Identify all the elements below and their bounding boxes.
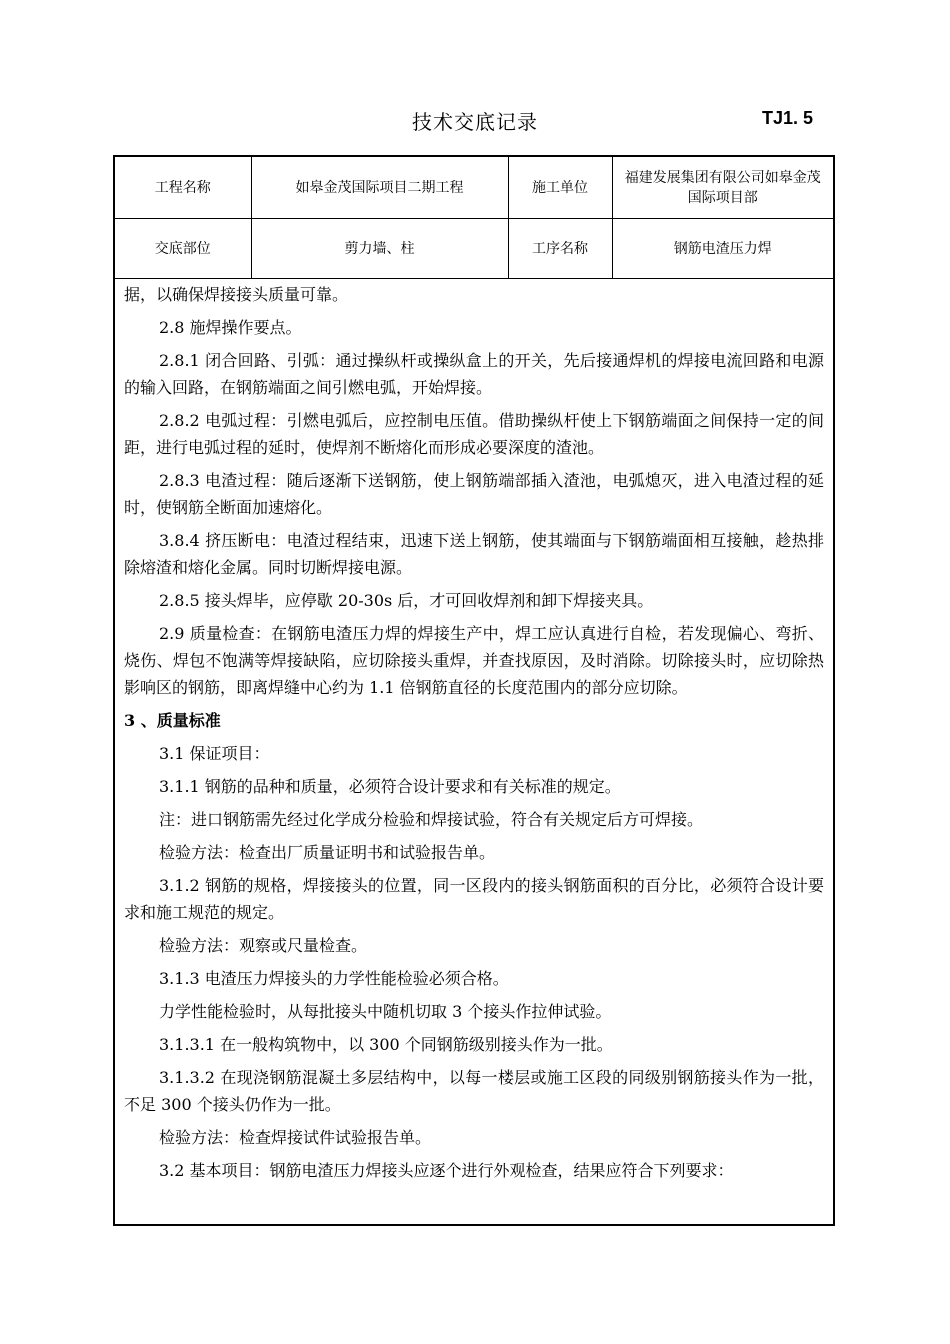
document-code: TJ1. 5 xyxy=(762,108,814,128)
paragraph: 注：进口钢筋需先经过化学成分检验和焊接试验，符合有关规定后方可焊接。 xyxy=(159,810,704,829)
info-table xyxy=(115,157,833,279)
contractor-value: 福建发展集团有限公司如皋金茂国际项目部 xyxy=(612,157,833,219)
paragraph: 力学性能检验时，从每批接头中随机切取 3 个接头作拉伸试验。 xyxy=(159,1002,612,1021)
page-title: 技术交底记录 xyxy=(412,110,538,134)
contractor-label: 施工单位 xyxy=(508,157,612,219)
paragraph: 2.9 质量检查：在钢筋电渣压力焊的焊接生产中，焊工应认真进行自检，若发现偏心、弯折、烧伤、焊包不饱满等焊接缺陷，应切除接头重焊，并查找原因，及时消除。切除接头时，应切除热影响区的钢筋，即离焊缝中心约为 1.1 倍钢筋直径的长度范围内的部分应切除。 xyxy=(124,624,824,697)
location-value: 剪力墙、柱 xyxy=(251,219,508,279)
paragraph: 2.8.5 接头焊毕，应停歇 20-30s 后，才可回收焊剂和卸下焊接夹具。 xyxy=(159,591,654,610)
info-row-1 xyxy=(115,157,833,219)
record-frame xyxy=(113,155,835,1226)
paragraph: 3.1.3.2 在现浇钢筋混凝土多层结构中，以每一楼层或施工区段的同级别钢筋接头作为一批，不足 300 个接头仍作为一批。 xyxy=(124,1068,824,1114)
paragraph: 3.1.1 钢筋的品种和质量，必须符合设计要求和有关标准的规定。 xyxy=(159,777,621,796)
paragraph: 3.1 保证项目： xyxy=(159,744,270,763)
section-heading: 3 、质量标准 xyxy=(124,711,221,730)
content-body xyxy=(115,281,833,1190)
paragraph: 3.8.4 挤压断电：电渣过程结束，迅速下送上钢筋，使其端面与下钢筋端面相互接触，趁热排除熔渣和熔化金属。同时切断焊接电源。 xyxy=(124,531,824,577)
paragraph: 2.8.3 电渣过程：随后逐渐下送钢筋，使上钢筋端部插入渣池，电弧熄灭，进入电渣过程的延时，使钢筋全断面加速熔化。 xyxy=(124,471,824,517)
location-label: 交底部位 xyxy=(115,219,251,279)
paragraph: 3.1.2 钢筋的规格，焊接接头的位置，同一区段内的接头钢筋面积的百分比，必须符合设计要求和施工规范的规定。 xyxy=(124,876,824,922)
info-row-2 xyxy=(115,219,833,279)
process-label: 工序名称 xyxy=(508,219,612,279)
paragraph: 2.8 施焊操作要点。 xyxy=(159,318,302,337)
process-value: 钢筋电渣压力焊 xyxy=(612,219,833,279)
paragraph: 检验方法：检查出厂质量证明书和试验报告单。 xyxy=(159,843,496,862)
paragraph: 据，以确保焊接接头质量可靠。 xyxy=(124,285,349,304)
paragraph: 检验方法：观察或尺量检查。 xyxy=(159,936,368,955)
paragraph: 3.1.3.1 在一般构筑物中，以 300 个同钢筋级别接头作为一批。 xyxy=(159,1035,613,1054)
paragraph: 3.1.3 电渣压力焊接头的力学性能检验必须合格。 xyxy=(159,969,509,988)
project-name-label: 工程名称 xyxy=(115,157,251,219)
paragraph: 2.8.1 闭合回路、引弧：通过操纵杆或操纵盒上的开关，先后接通焊机的焊接电流回路和电源的输入回路，在钢筋端面之间引燃电弧，开始焊接。 xyxy=(124,351,824,397)
paragraph: 检验方法：检查焊接试件试验报告单。 xyxy=(159,1128,432,1147)
project-name-value: 如皋金茂国际项目二期工程 xyxy=(251,157,508,219)
paragraph: 2.8.2 电弧过程：引燃电弧后，应控制电压值。借助操纵杆使上下钢筋端面之间保持一定的间距，进行电弧过程的延时，使焊剂不断熔化而形成必要深度的渣池。 xyxy=(124,411,824,457)
paragraph: 3.2 基本项目：钢筋电渣压力焊接头应逐个进行外观检查，结果应符合下列要求： xyxy=(159,1161,734,1180)
